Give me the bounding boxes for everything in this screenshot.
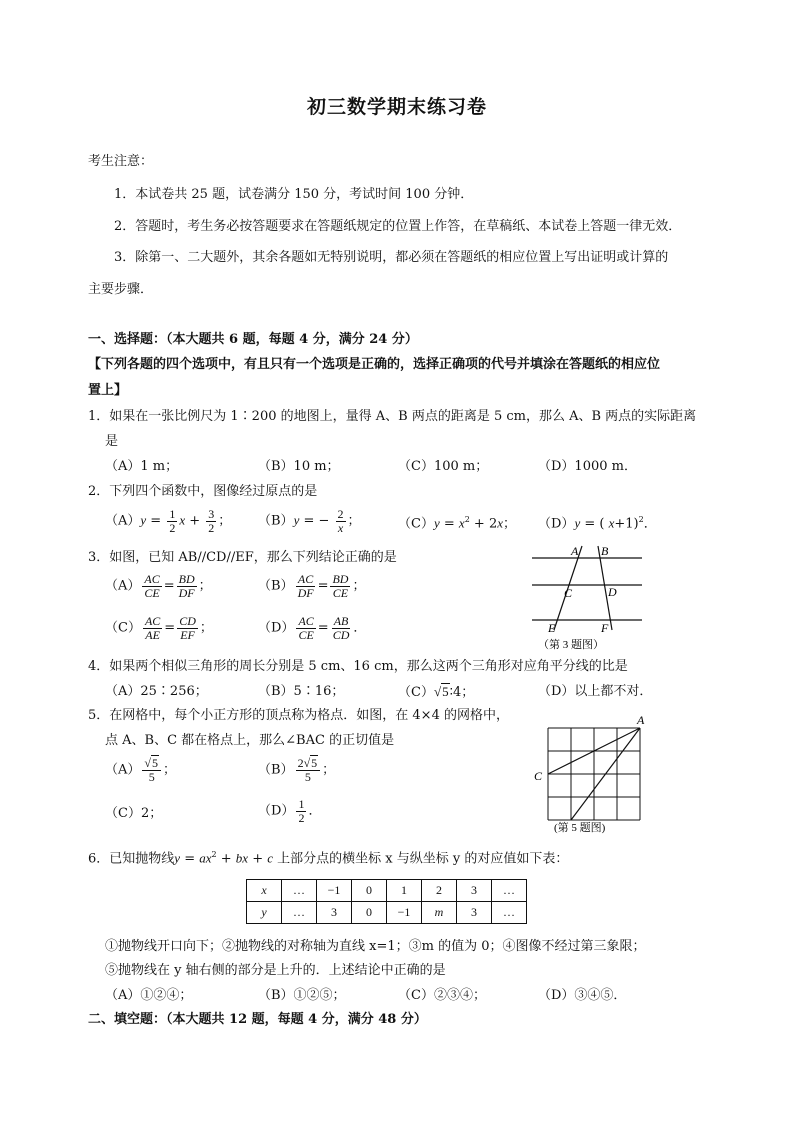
q3-option-d: （D） $\frac{AC}{CE}$ = $\frac{AB}{CD}$ ．	[258, 614, 367, 642]
table-cell: x	[247, 880, 282, 902]
notice-item-2: 2．答题时，考生务必按答题要求在答题纸规定的位置上作答，在草稿纸、本试卷上答题一律无效．	[114, 219, 682, 234]
q5-stem: 5．在网格中，每个小正方形的顶点称为格点．如图，在 4×4 的网格中，	[88, 708, 509, 723]
q6-statements: ①抛物线开口向下；②抛物线的对称轴为直线 x=1；③m 的值为 0；④图像不经过第三象限；	[105, 939, 646, 954]
q5-caption: (第 5 题图)	[554, 822, 606, 834]
point-a: A	[571, 544, 579, 558]
table-cell: 3	[457, 880, 492, 902]
q6-option-a: （A）①②④；	[105, 988, 193, 1003]
point-a: A	[637, 713, 645, 727]
q5-option-c: （C）2；	[105, 806, 163, 821]
q6-stem: 6．已知抛物线$y = ax^2$ + bx + c 上部分点的横坐标 x 与纵坐标 y 的对应值如下表：	[88, 850, 569, 867]
q1-option-d: （D）1000 m．	[538, 459, 637, 474]
q6-option-d: （D）③④⑤．	[538, 988, 627, 1003]
table-row	[247, 880, 527, 902]
point-b: B	[601, 544, 609, 558]
table-cell: 2	[422, 880, 457, 902]
table-cell: …	[492, 902, 527, 924]
notice-item-3: 3．除第一、二大题外，其余各题如无特别说明，都必须在答题纸的相应位置上写出证明或计算的	[114, 250, 669, 265]
q5-stem-cont: 点 A、B、C 都在格点上，那么∠BAC 的正切值是	[105, 733, 395, 748]
q5-option-a: （A） $\frac{√5}{5}$ ；	[105, 756, 176, 784]
table-row	[247, 902, 527, 924]
table-cell: 0	[352, 880, 387, 902]
table-cell: −1	[387, 902, 422, 924]
q4-option-a: （A）25∶256；	[105, 684, 208, 699]
q6-option-c: （C）②③④；	[398, 988, 486, 1003]
point-f: F	[601, 621, 609, 635]
table-cell: 0	[352, 902, 387, 924]
q3-option-a: （A） $\frac{AC}{CE}$ = $\frac{BD}{DF}$ ；	[105, 572, 212, 600]
q2-option-c: $(C)y = x^2 + 2x$；	[398, 515, 517, 532]
q4-stem: 4．如果两个相似三角形的周长分别是 5 cm、16 cm，那么这两个三角形对应角平分线的比是	[88, 659, 628, 674]
section1-heading: 一、选择题：（本大题共 6 题，每题 4 分，满分 24 分）	[88, 332, 418, 347]
table-cell: m	[422, 902, 457, 924]
table-cell: 1	[387, 880, 422, 902]
section2-heading: 二、填空题：（本大题共 12 题，每题 4 分，满分 48 分）	[88, 1012, 427, 1027]
notice-item-3-cont: 主要步骤．	[88, 282, 154, 297]
table-cell: 3	[457, 902, 492, 924]
q3-figure	[526, 538, 656, 653]
q6-statements-cont: ⑤抛物线在 y 轴右侧的部分是上升的．上述结论中正确的是	[105, 963, 446, 978]
q2-option-b: （B）y = − $\frac{2}{x}$ ；	[258, 507, 361, 535]
q1-stem-cont: 是	[105, 434, 119, 449]
q3-option-b: （B） $\frac{AC}{DF}$ = $\frac{BD}{CE}$ ；	[258, 572, 366, 600]
table-cell: −1	[317, 880, 352, 902]
table-cell: …	[282, 880, 317, 902]
q1-option-c: （C）100 m；	[398, 459, 489, 474]
q4-option-d: （D）以上都不对．	[538, 684, 653, 699]
notice-heading: 考生注意：	[88, 154, 154, 169]
table-cell: 3	[317, 902, 352, 924]
section1-instruction: 【下列各题的四个选项中，有且只有一个选项是正确的，选择正确项的代号并填涂在答题纸的相应位	[88, 357, 661, 372]
q5-option-b: （B） $\frac{2√5}{5}$ ；	[258, 756, 336, 784]
q3-caption: （第 3 题图）	[538, 639, 604, 651]
q6-value-table	[246, 879, 527, 924]
q3-option-c: （C） $\frac{AC}{AE}$ = $\frac{CD}{EF}$ ；	[105, 614, 213, 642]
point-e: E	[548, 621, 556, 635]
q5-figure	[530, 712, 655, 837]
q4-option-b: （B）5∶16；	[258, 684, 345, 699]
q6-option-b: （B）①②⑤；	[258, 988, 346, 1003]
q1-stem: 1．如果在一张比例尺为 1∶200 的地图上，量得 A、B 两点的距离是 5 cm，那么 A、B 两点的实际距离	[88, 409, 697, 424]
table-cell: …	[282, 902, 317, 924]
q2-option-a: （A）y = $\frac{1}{2}$ x + $\frac{3}{2}$ ；	[105, 507, 232, 535]
q1-option-a: （A）1 m；	[105, 459, 179, 474]
point-d: D	[608, 585, 617, 599]
page-title: 初三数学期末练习卷	[306, 96, 487, 118]
q4-option-c: （C）√5∶4；	[398, 684, 475, 700]
q2-option-d: （D）y = ( x+1)$^2$．	[538, 515, 657, 532]
table-cell: y	[247, 902, 282, 924]
point-c: C	[564, 586, 573, 600]
section1-instruction-cont: 置上】	[88, 383, 128, 398]
q3-stem: 3．如图，已知 AB//CD//EF，那么下列结论正确的是	[88, 550, 397, 565]
notice-item-1: 1．本试卷共 25 题，试卷满分 150 分，考试时间 100 分钟．	[114, 187, 474, 202]
grid-4x4	[548, 728, 640, 820]
q5-option-d: （D） $\frac{1}{2}$ ．	[258, 797, 322, 825]
point-c: C	[534, 769, 543, 783]
table-cell: …	[492, 880, 527, 902]
q1-option-b: （B）10 m；	[258, 459, 340, 474]
q2-stem: 2．下列四个函数中，图像经过原点的是	[88, 484, 318, 499]
